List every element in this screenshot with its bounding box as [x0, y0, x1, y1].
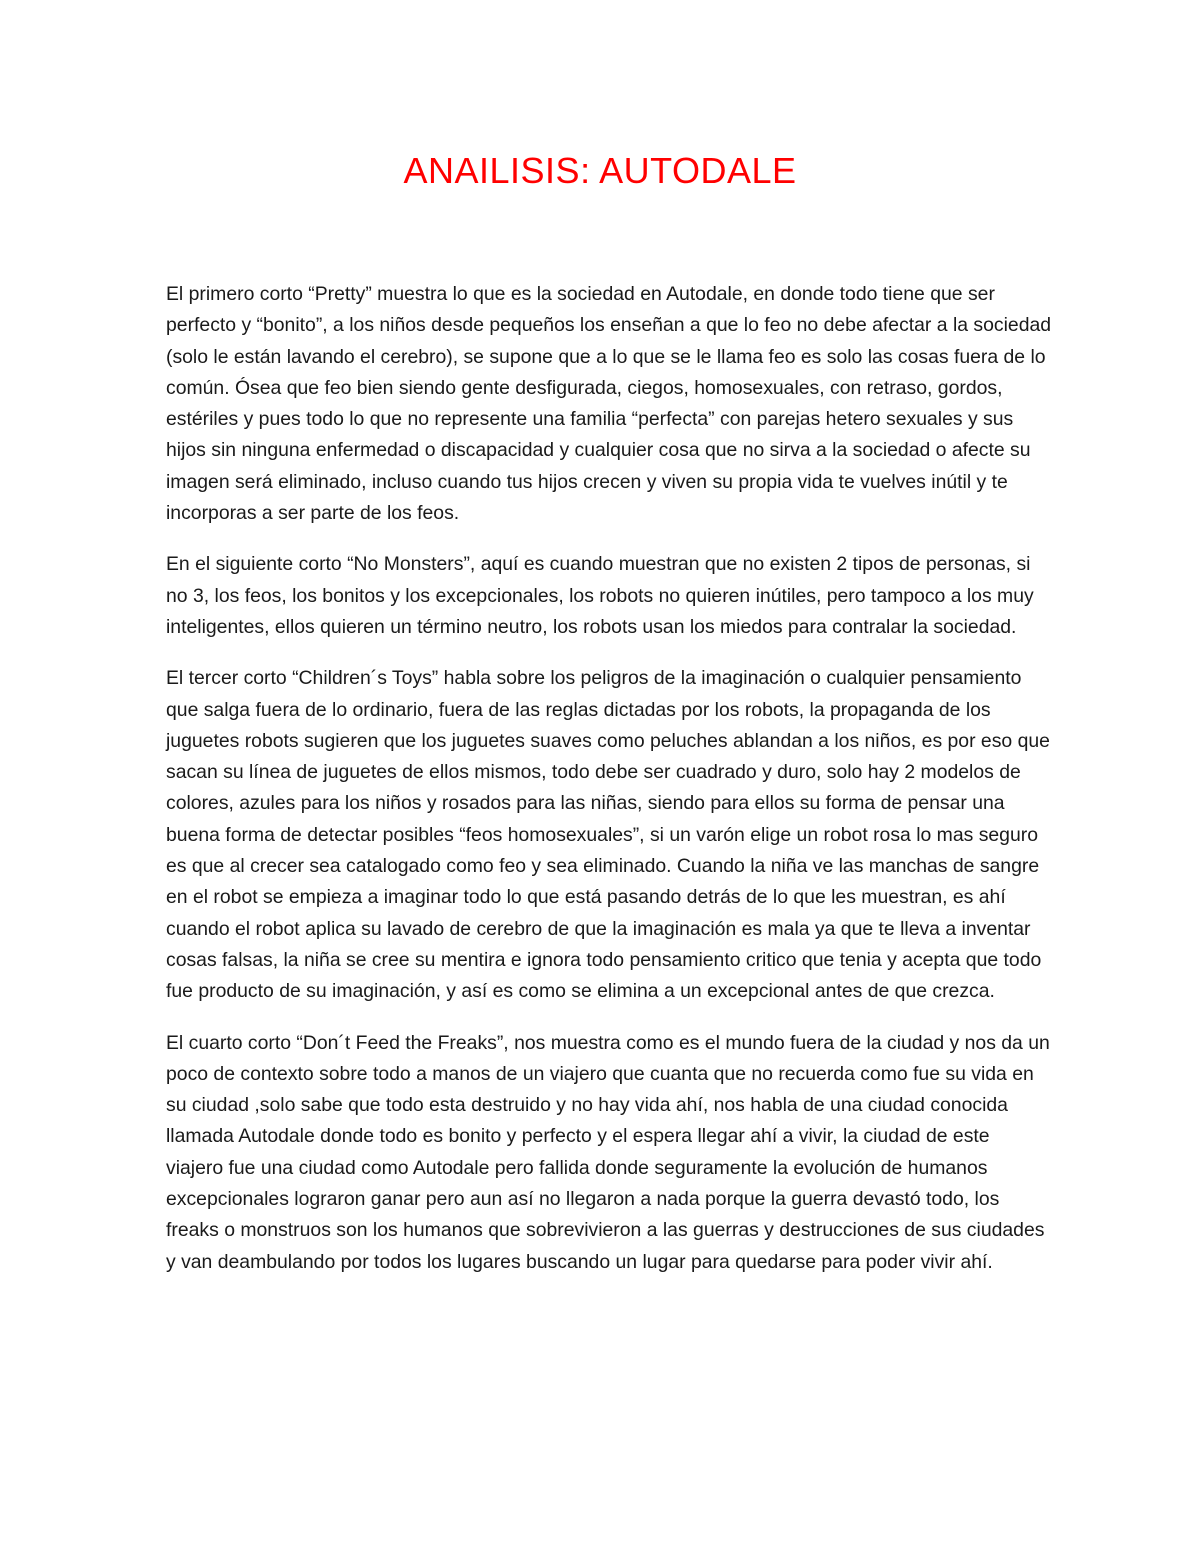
paragraph-no-monsters: En el siguiente corto “No Monsters”, aquí es cuando muestran que no existen 2 tipos de personas, si no 3, los feos, los bonitos y los excepcionales, los robots no quieren inútiles, pero tampoco a los muy inteligentes, ellos quieren un término neutro, los robots usan los miedos para contralar la sociedad.	[166, 553, 1034, 638]
paragraph-childrens-toys: El tercer corto “Children´s Toys” habla sobre los peligros de la imaginación o cualquier pensamiento que salga fuera de lo ordinario, fuera de las reglas dictadas por los robots, la propaganda de los juguetes robots sugieren que los juguetes suaves como peluches ablandan a los niños, es por eso que sacan su línea de juguetes de ellos mismos, todo debe ser cuadrado y duro, solo hay 2 modelos de colores, azules para los niños y rosados para las niñas, siendo para ellos su forma de pensar una buena forma de detectar posibles “feos homosexuales”, si un varón elige un robot rosa lo mas seguro es que al crecer sea catalogado como feo y sea eliminado. Cuando la niña ve las manchas de sangre en el robot se empieza a imaginar todo lo que está pasando detrás de lo que les muestran, es ahí cuando el robot aplica su lavado de cerebro de que la imaginación es mala ya que te lleva a inventar cosas falsas, la niña se cree su mentira e ignora todo pensamiento critico que tenia y acepta que todo fue producto de su imaginación, y así es como se elimina a un excepcional antes de que crezca.	[166, 667, 1050, 1003]
paragraph-pretty: El primero corto “Pretty” muestra lo que es la sociedad en Autodale, en donde todo tiene que ser perfecto y “bonito”, a los niños desde pequeños los enseñan a que lo feo no debe afectar a la sociedad (solo le están lavando el cerebro), se supone que a lo que se le llama feo es solo las cosas fuera de lo común. Ósea que feo bien siendo gente desfigurada, ciegos, homosexuales, con retraso, gordos, estériles y pues todo lo que no represente una familia “perfecta” con parejas hetero sexuales y sus hijos sin ninguna enfermedad o discapacidad y cualquier cosa que no sirva a la sociedad o afecte su imagen será eliminado, incluso cuando tus hijos crecen y viven su propia vida te vuelves inútil y te incorporas a ser parte de los feos.	[166, 283, 1052, 525]
document-title: ANAILISIS: AUTODALE	[403, 150, 797, 191]
document-body	[166, 279, 1052, 1298]
paragraph-dont-feed-the-freaks: El cuarto corto “Don´t Feed the Freaks”, nos muestra como es el mundo fuera de la ciudad y nos da un poco de contexto sobre todo a manos de un viajero que cuanta que no recuerda como fue su vida en su ciudad ,solo sabe que todo esta destruido y no hay vida ahí, nos habla de una ciudad conocida llamada Autodale donde todo es bonito y perfecto y el espera llegar ahí a vivir, la ciudad de este viajero fue una ciudad como Autodale pero fallida donde seguramente la evolución de humanos excepcionales lograron ganar pero aun así no llegaron a nada porque la guerra devastó todo, los freaks o monstruos son los humanos que sobrevivieron a las guerras y destrucciones de sus ciudades y van deambulando por todos los lugares buscando un lugar para quedarse para poder vivir ahí.	[166, 1031, 1050, 1273]
